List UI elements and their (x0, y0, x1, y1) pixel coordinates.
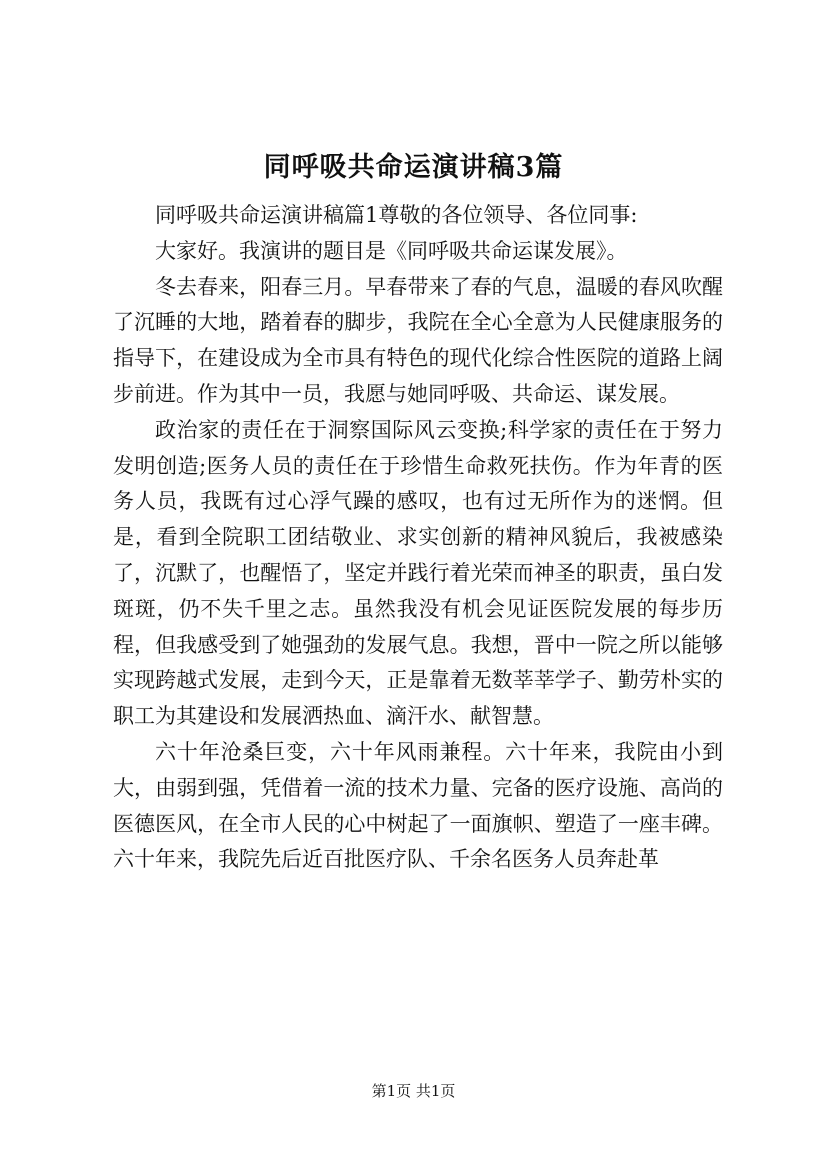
paragraph-5: 六十年沧桑巨变，六十年风雨兼程。六十年来，我院由小到大，由弱到强，凭借着一流的技术力量、完备的医疗设施、高尚的医德医风，在全市人民的心中树起了一面旗帜、塑造了一座丰碑。六十年来，我院先后近百批医疗队、千余名医务人员奔赴革 (113, 739, 723, 872)
document-title: 同呼吸共命运演讲稿3篇 (263, 152, 564, 183)
paragraph-3: 冬去春来，阳春三月。早春带来了春的气息，温暖的春风吹醒了沉睡的大地，踏着春的脚步，我院在全心全意为人民健康服务的指导下，在建设成为全市具有特色的现代化综合性医院的道路上阔步前进。作为其中一员，我愿与她同呼吸、共命运、谋发展。 (113, 274, 723, 406)
paragraph-4: 政治家的责任在于洞察国际风云变换;科学家的责任在于努力发明创造;医务人员的责任在于珍惜生命救死扶伤。作为年青的医务人员，我既有过心浮气躁的感叹，也有过无所作为的迷惘。但是，看到全院职工团结敬业、求实创新的精神风貌后，我被感染了，沉默了，也醒悟了，坚定并践行着光荣而神圣的职责，虽白发斑斑，仍不失千里之志。虽然我没有机会见证医院发展的每步历程，但我感受到了她强劲的发展气息。我想，晋中一院之所以能够实现跨越式发展，走到今天，正是靠着无数莘莘学子、勤劳朴实的职工为其建设和发展洒热血、滴汗水、献智慧。 (113, 417, 723, 729)
paragraph-1: 同呼吸共命运演讲稿篇1尊敬的各位领导、各位同事: (155, 203, 638, 227)
document-body (113, 198, 723, 878)
page-footer: 第1页 共1页 (371, 1082, 456, 1100)
paragraph-2: 大家好。我演讲的题目是《同呼吸共命运谋发展》。 (155, 238, 628, 263)
